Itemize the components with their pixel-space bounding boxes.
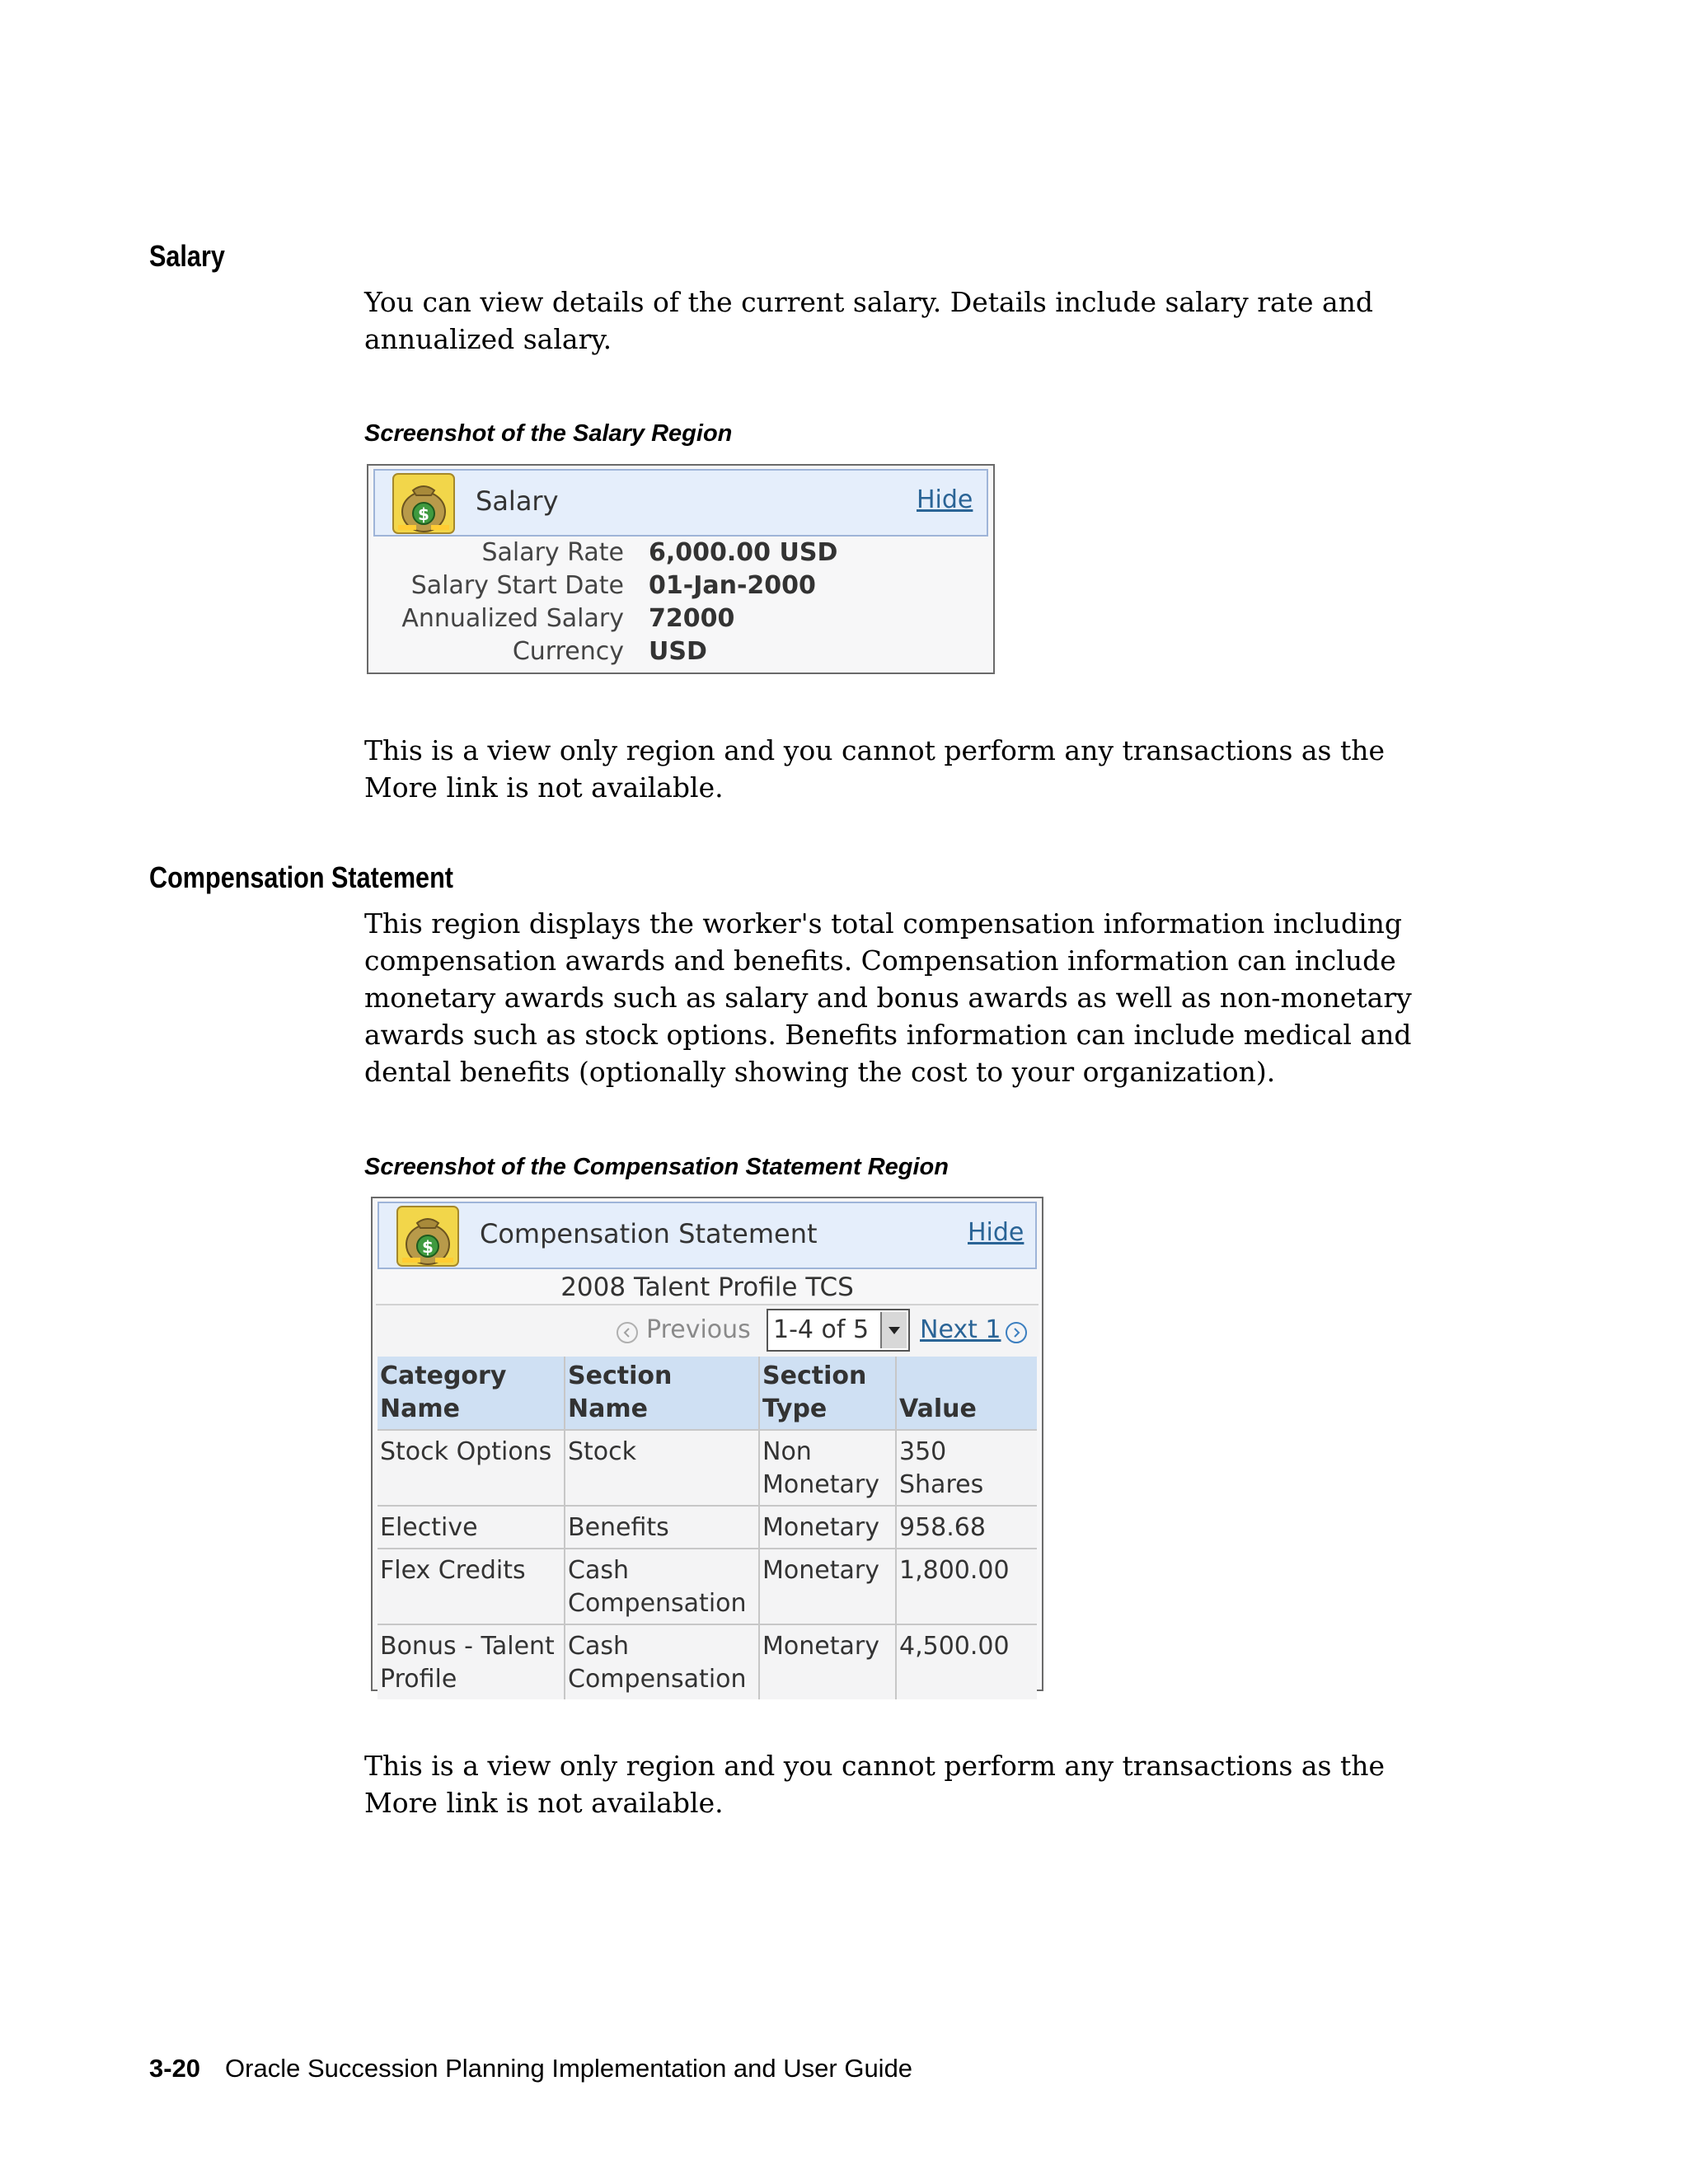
- previous-arrow-icon: [617, 1322, 638, 1343]
- table-cell: Cash Compensation: [565, 1549, 759, 1624]
- statement-subtitle: 2008 Talent Profile TCS: [560, 1272, 854, 1302]
- salary-screenshot-caption: Screenshot of the Salary Region: [364, 420, 733, 447]
- currency-value: USD: [649, 637, 707, 666]
- compensation-intro-paragraph: This region displays the worker's total compensation information including compensation awards and benefits. Compensation information can include monetary awards such as salary and bonus awards as well as non-monetary awards such as stock options. Benefits information can include medical and dental benefits (optionally showing the cost to your organization).: [364, 907, 1412, 1088]
- table-cell: 958.68: [896, 1506, 1037, 1549]
- dropdown-arrow-icon: [880, 1312, 907, 1348]
- salary-rate-value: 6,000.00 USD: [649, 538, 838, 567]
- table-row: [377, 1624, 1037, 1699]
- salary-hide-link[interactable]: Hide: [917, 485, 973, 514]
- table-cell: Elective: [377, 1506, 565, 1549]
- pagination-bar: [376, 1304, 1039, 1357]
- svg-text:$: $: [422, 1237, 434, 1257]
- annualized-salary-value: 72000: [649, 604, 735, 633]
- previous-link[interactable]: Previous: [646, 1315, 751, 1344]
- column-header: Section Name: [565, 1357, 759, 1430]
- salary-heading: Salary: [149, 239, 225, 273]
- table-cell: Monetary: [759, 1506, 896, 1549]
- table-cell: Flex Credits: [377, 1549, 565, 1624]
- money-bag-icon: [394, 1203, 462, 1269]
- table-row: [377, 1506, 1037, 1549]
- compensation-region-title: Compensation Statement: [480, 1218, 818, 1249]
- table-cell: Benefits: [565, 1506, 759, 1549]
- salary-intro-paragraph: You can view details of the current salary. Details include salary rate and annualized salary.: [364, 286, 1374, 355]
- salary-rate-label: Salary Rate: [481, 538, 624, 567]
- table-row: [377, 1549, 1037, 1624]
- salary-region: [367, 464, 995, 674]
- table-cell: Non Monetary: [759, 1430, 896, 1506]
- table-row: [377, 1430, 1037, 1506]
- page-number: 3-20: [149, 2054, 201, 2083]
- page-footer: [149, 2054, 912, 2083]
- salary-region-title: Salary: [476, 485, 559, 517]
- next-arrow-icon[interactable]: [1006, 1322, 1027, 1343]
- compensation-note-paragraph: This is a view only region and you cannot perform any transactions as the More link is not available.: [364, 1750, 1386, 1819]
- compensation-heading: Compensation Statement: [149, 860, 453, 894]
- table-cell: Cash Compensation: [565, 1624, 759, 1699]
- range-select-value: 1-4 of 5: [773, 1315, 870, 1344]
- column-header: Section Type: [759, 1357, 896, 1430]
- table-cell: Stock: [565, 1430, 759, 1506]
- table-cell: Bonus - Talent Profile: [377, 1624, 565, 1699]
- table-cell: 1,800.00: [896, 1549, 1037, 1624]
- table-cell: 4,500.00: [896, 1624, 1037, 1699]
- compensation-table: [377, 1357, 1037, 1699]
- table-cell: Stock Options: [377, 1430, 565, 1506]
- money-bag-icon: [390, 471, 457, 537]
- salary-start-date-value: 01-Jan-2000: [649, 571, 816, 600]
- compensation-hide-link[interactable]: Hide: [968, 1218, 1025, 1247]
- book-title: Oracle Succession Planning Implementation and User Guide: [225, 2054, 913, 2083]
- salary-start-date-label: Salary Start Date: [410, 571, 624, 600]
- table-cell: Monetary: [759, 1549, 896, 1624]
- table-header-row: [377, 1357, 1037, 1430]
- compensation-screenshot-caption: Screenshot of the Compensation Statement Region: [364, 1154, 949, 1180]
- svg-text:$: $: [418, 504, 429, 524]
- column-header: Category Name: [377, 1357, 565, 1430]
- salary-note-paragraph: This is a view only region and you cannot perform any transactions as the More link is not available.: [364, 734, 1386, 804]
- table-cell: 350 Shares: [896, 1430, 1037, 1506]
- compensation-region: [371, 1197, 1043, 1694]
- annualized-salary-label: Annualized Salary: [401, 604, 624, 633]
- column-header: Value: [896, 1357, 1037, 1430]
- salary-region-header: [373, 469, 988, 537]
- range-select[interactable]: [767, 1309, 910, 1352]
- currency-label: Currency: [512, 637, 624, 666]
- table-cell: Monetary: [759, 1624, 896, 1699]
- next-link[interactable]: Next 1: [920, 1315, 1001, 1344]
